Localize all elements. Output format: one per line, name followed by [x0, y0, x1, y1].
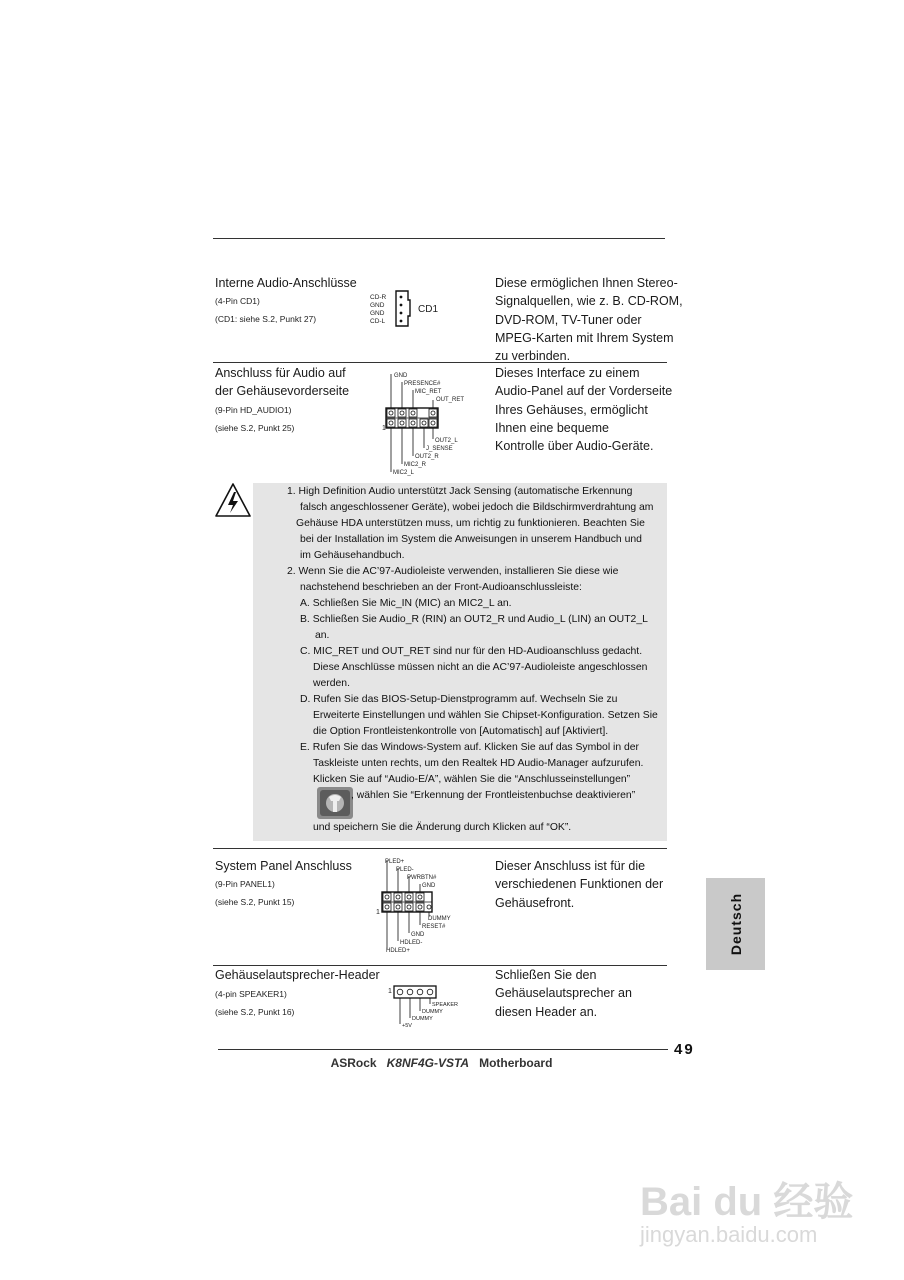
- svg-text:1: 1: [388, 988, 392, 995]
- svg-text:J_SENSE: J_SENSE: [426, 446, 453, 452]
- note-line: 2. Wenn Sie die AC’97-Audioleiste verwenden, installieren Sie diese wie: [287, 566, 619, 577]
- note-line: Taskleiste unten rechts, um den Realtek HD Audio-Manager aufzurufen.: [313, 758, 644, 769]
- section-subtitle: (siehe S.2, Punkt 25): [215, 423, 295, 433]
- section-title: System Panel Anschluss: [215, 859, 352, 873]
- svg-text:DUMMY: DUMMY: [428, 916, 451, 922]
- footer-model: K8NF4G-VSTA: [386, 1056, 470, 1070]
- note-line: B. Schließen Sie Audio_R (RIN) an OUT2_R und Audio_L (LIN) an OUT2_L: [300, 614, 648, 625]
- hd-audio-header-diagram: [378, 368, 473, 478]
- note-line: E. Rufen Sie das Windows-System auf. Klicken Sie auf das Symbol in der: [300, 742, 640, 753]
- system-panel-header-diagram: [374, 854, 469, 954]
- note-line: und speichern Sie die Änderung durch Klicken auf “OK”.: [313, 822, 572, 833]
- section-description: Diese ermöglichen Ihnen Stereo- Signalquellen, wie z. B. CD-ROM, DVD-ROM, TV-Tuner oder MPEG-Karten mit Ihrem System zu verbinden.: [495, 276, 683, 364]
- section-title: Interne Audio-Anschlüsse: [215, 276, 357, 290]
- svg-text:PLED+: PLED+: [385, 859, 405, 865]
- svg-text:1: 1: [382, 425, 386, 432]
- note-line: , wählen Sie “Erkennung der Frontleistenbuchse deaktivieren”: [351, 790, 636, 801]
- note-line: 1. High Definition Audio unterstützt Jack Sensing (automatische Erkennung: [287, 486, 633, 497]
- note-line: Klicken Sie auf “Audio-E/A”, wählen Sie die “Anschlusseinstellungen”: [313, 774, 631, 785]
- note-line: an.: [315, 630, 330, 641]
- note-line: C. MIC_RET und OUT_RET sind nur für den HD-Audioanschluss gedacht.: [300, 646, 643, 657]
- page-number: 49: [674, 1041, 695, 1058]
- note-box: [253, 483, 667, 841]
- svg-text:DUMMY: DUMMY: [412, 1016, 433, 1022]
- bottom-rule: [218, 1049, 668, 1050]
- svg-text:MIC2_R: MIC2_R: [404, 462, 427, 468]
- note-line: Erweiterte Einstellungen und wählen Sie Chipset-Konfiguration. Setzen Sie: [313, 710, 658, 721]
- note-line: werden.: [313, 678, 350, 689]
- svg-text:HDLED+: HDLED+: [386, 948, 410, 954]
- svg-text:SPEAKER: SPEAKER: [432, 1002, 458, 1008]
- svg-text:PWRBTN#: PWRBTN#: [407, 875, 437, 881]
- svg-text:PRESENCE#: PRESENCE#: [404, 381, 441, 387]
- svg-text:DUMMY: DUMMY: [422, 1009, 443, 1015]
- language-tab: Deutsch: [706, 878, 765, 970]
- note-line: nachstehend beschrieben an der Front-Audioanschlussleiste:: [300, 582, 582, 593]
- svg-text:GND: GND: [422, 883, 436, 889]
- note-line: die Option Frontleistenkontrolle von [Automatisch] auf [Aktiviert].: [313, 726, 609, 737]
- section-subtitle: (siehe S.2, Punkt 15): [215, 897, 295, 907]
- section-description: Dieser Anschluss ist für die verschiedenen Funktionen der Gehäusefront.: [495, 859, 664, 910]
- speaker-header-diagram: [386, 982, 466, 1030]
- svg-text:CD-L: CD-L: [370, 318, 386, 325]
- section-subtitle: (9-Pin PANEL1): [215, 879, 275, 889]
- section-subtitle: (4-pin SPEAKER1): [215, 989, 287, 999]
- svg-text:MIC_RET: MIC_RET: [415, 389, 442, 395]
- warning-icon: [214, 481, 252, 519]
- top-rule: [213, 238, 665, 239]
- note-line: Gehäuse HDA unterstützen muss, um richtig zu funktionieren. Beachten Sie: [296, 518, 645, 529]
- section-subtitle: (4-Pin CD1): [215, 296, 260, 306]
- note-line: Diese Anschlüsse müssen nicht an die AC’97-Audioleiste angeschlossen: [313, 662, 648, 673]
- note-line: falsch angeschlossener Geräte), wobei jedoch die Bildschirmverdrahtung am: [300, 502, 654, 513]
- note-line: A. Schließen Sie Mic_IN (MIC) an MIC2_L an.: [300, 598, 512, 609]
- svg-text:GND: GND: [411, 932, 425, 938]
- svg-text:OUT2_R: OUT2_R: [415, 454, 439, 460]
- section-description: Dieses Interface zu einem Audio-Panel auf der Vorderseite Ihres Gehäuses, ermöglicht Ihnen eine bequeme Kontrolle über Audio-Geräte.: [495, 366, 673, 454]
- note-line: bei der Installation im System die Anweisungen in unserem Handbuch und: [300, 534, 642, 545]
- cd1-connector-diagram: [368, 290, 448, 328]
- svg-text:GND: GND: [394, 373, 408, 379]
- svg-text:HDLED-: HDLED-: [400, 940, 423, 946]
- svg-text:GND: GND: [370, 302, 385, 309]
- section-divider: [213, 848, 667, 849]
- section-subtitle: (CD1: siehe S.2, Punkt 27): [215, 314, 317, 324]
- note-line: D. Rufen Sie das BIOS-Setup-Dienstprogramm auf. Wechseln Sie zu: [300, 694, 618, 705]
- note-line: im Gehäusehandbuch.: [300, 550, 405, 561]
- section-subtitle: (9-Pin HD_AUDIO1): [215, 405, 292, 415]
- svg-text:+5V: +5V: [402, 1023, 412, 1029]
- svg-text:OUT_RET: OUT_RET: [436, 397, 465, 403]
- svg-text:GND: GND: [370, 310, 385, 317]
- page-footer: [215, 1056, 668, 1070]
- svg-text:MIC2_L: MIC2_L: [393, 470, 415, 476]
- svg-text:CD-R: CD-R: [370, 294, 387, 301]
- footer-brand: ASRock: [330, 1056, 377, 1070]
- audio-manager-icon: [317, 787, 353, 819]
- footer-suffix: Motherboard: [479, 1056, 553, 1070]
- svg-text:OUT2_L: OUT2_L: [435, 438, 458, 444]
- section-title: Anschluss für Audio auf der Gehäusevorderseite: [215, 366, 350, 398]
- section-description: Schließen Sie den Gehäuselautsprecher an diesen Header an.: [495, 968, 632, 1019]
- watermark-url: jingyan.baidu.com: [640, 1222, 818, 1247]
- svg-text:CD1: CD1: [418, 304, 439, 315]
- svg-text:RESET#: RESET#: [422, 924, 446, 930]
- svg-text:1: 1: [376, 909, 380, 916]
- svg-text:PLED-: PLED-: [396, 867, 414, 873]
- watermark-logo: Bai du 经验: [640, 1180, 854, 1224]
- section-subtitle: (siehe S.2, Punkt 16): [215, 1007, 295, 1017]
- section-title: Gehäuselautsprecher-Header: [215, 968, 380, 982]
